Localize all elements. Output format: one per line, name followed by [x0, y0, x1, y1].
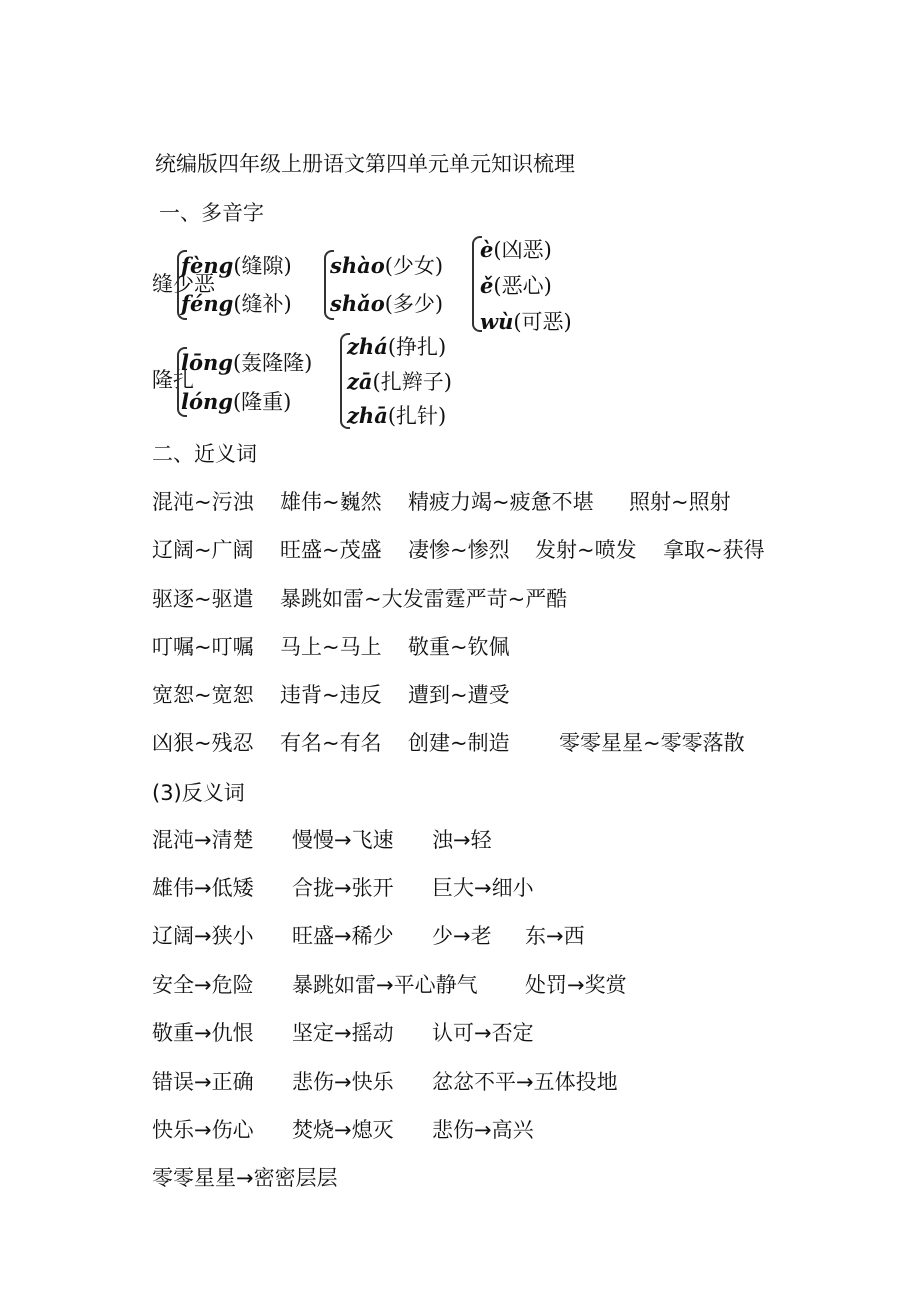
pinyin-entry: shào(少女) [330, 253, 444, 278]
pinyin-entry: lōng(轰隆隆) [181, 350, 313, 375]
word-pair: 暴跳如雷→平心静气 [292, 973, 478, 997]
word-pair: 混沌~污浊 [152, 490, 254, 514]
word-pair: 旺盛→稀少 [292, 924, 394, 948]
pinyin-entry: ě(恶心) [480, 273, 552, 298]
word-pair: 悲伤→快乐 [292, 1070, 394, 1094]
word-pair: 悲伤→高兴 [432, 1118, 534, 1142]
polyphone-chars: 隆扎 [152, 368, 194, 392]
word-pair: 有名~有名 [280, 731, 382, 755]
section-heading-polyphones: 一、多音字 [159, 201, 264, 225]
pinyin-entry: zhá(挣扎) [347, 334, 447, 359]
section-heading-antonyms: (3)反义词 [152, 781, 245, 805]
word-pair: 巨大→细小 [432, 876, 534, 900]
word-pair: 雄伟→低矮 [152, 876, 254, 900]
word-pair: 错误→正确 [152, 1070, 254, 1094]
word-pair: 拿取~获得 [663, 538, 765, 562]
pinyin-entry: lóng(隆重) [181, 389, 292, 414]
word-pair: 敬重~钦佩 [408, 635, 510, 659]
word-pair: 少→老 [432, 924, 492, 948]
word-pair: 合拢→张开 [292, 876, 394, 900]
word-pair: 认可→否定 [432, 1021, 534, 1045]
word-pair: 浊→轻 [432, 828, 492, 852]
word-pair: 雄伟~巍然 [280, 490, 382, 514]
word-pair: 零零星星~零零落散 [559, 731, 745, 755]
word-pair: 处罚→奖赏 [525, 973, 627, 997]
word-pair: 创建~制造 [408, 731, 510, 755]
word-pair: 精疲力竭~疲惫不堪 [408, 490, 594, 514]
word-pair: 违背~违反 [280, 683, 382, 707]
word-pair: 辽阔→狭小 [152, 924, 254, 948]
word-pair: 忿忿不平→五体投地 [432, 1070, 618, 1094]
pinyin-entry: fèng(缝隙) [181, 253, 292, 278]
word-pair: 零零星星→密密层层 [152, 1166, 338, 1190]
word-pair: 东→西 [525, 924, 585, 948]
word-pair: 焚烧→熄灭 [292, 1118, 394, 1142]
word-pair: 叮嘱~叮嘱 [152, 635, 254, 659]
word-pair: 宽恕~宽恕 [152, 683, 254, 707]
section-heading-synonyms: 二、近义词 [152, 442, 257, 466]
word-pair: 凄惨~惨烈 [408, 538, 510, 562]
word-pair: 旺盛~茂盛 [280, 538, 382, 562]
pinyin-entry: è(凶恶) [480, 237, 552, 262]
word-pair: 辽阔~广阔 [152, 538, 254, 562]
word-pair: 快乐→伤心 [152, 1118, 254, 1142]
word-pair: 敬重→仇恨 [152, 1021, 254, 1045]
word-pair: 凶狠~残忍 [152, 731, 254, 755]
page-title: 统编版四年级上册语文第四单元单元知识梳理 [155, 152, 575, 176]
word-pair: 暴跳如雷~大发雷霆严苛~严酷 [280, 587, 568, 611]
word-pair: 坚定→摇动 [292, 1021, 394, 1045]
word-pair: 马上~马上 [280, 635, 382, 659]
pinyin-entry: féng(缝补) [181, 291, 292, 316]
word-pair: 驱逐~驱遣 [152, 587, 254, 611]
word-pair: 照射~照射 [629, 490, 731, 514]
polyphone-chars: 缝少恶 [152, 272, 215, 296]
word-pair: 安全→危险 [152, 973, 254, 997]
pinyin-entry: wù(可恶) [480, 309, 572, 334]
word-pair: 遭到~遭受 [408, 683, 510, 707]
pinyin-entry: zhā(扎针) [347, 403, 447, 428]
word-pair: 慢慢→飞速 [292, 828, 394, 852]
word-pair: 混沌→清楚 [152, 828, 254, 852]
word-pair: 发射~喷发 [535, 538, 637, 562]
pinyin-entry: shǎo(多少) [330, 291, 444, 316]
pinyin-entry: zā(扎辫子) [347, 369, 452, 394]
